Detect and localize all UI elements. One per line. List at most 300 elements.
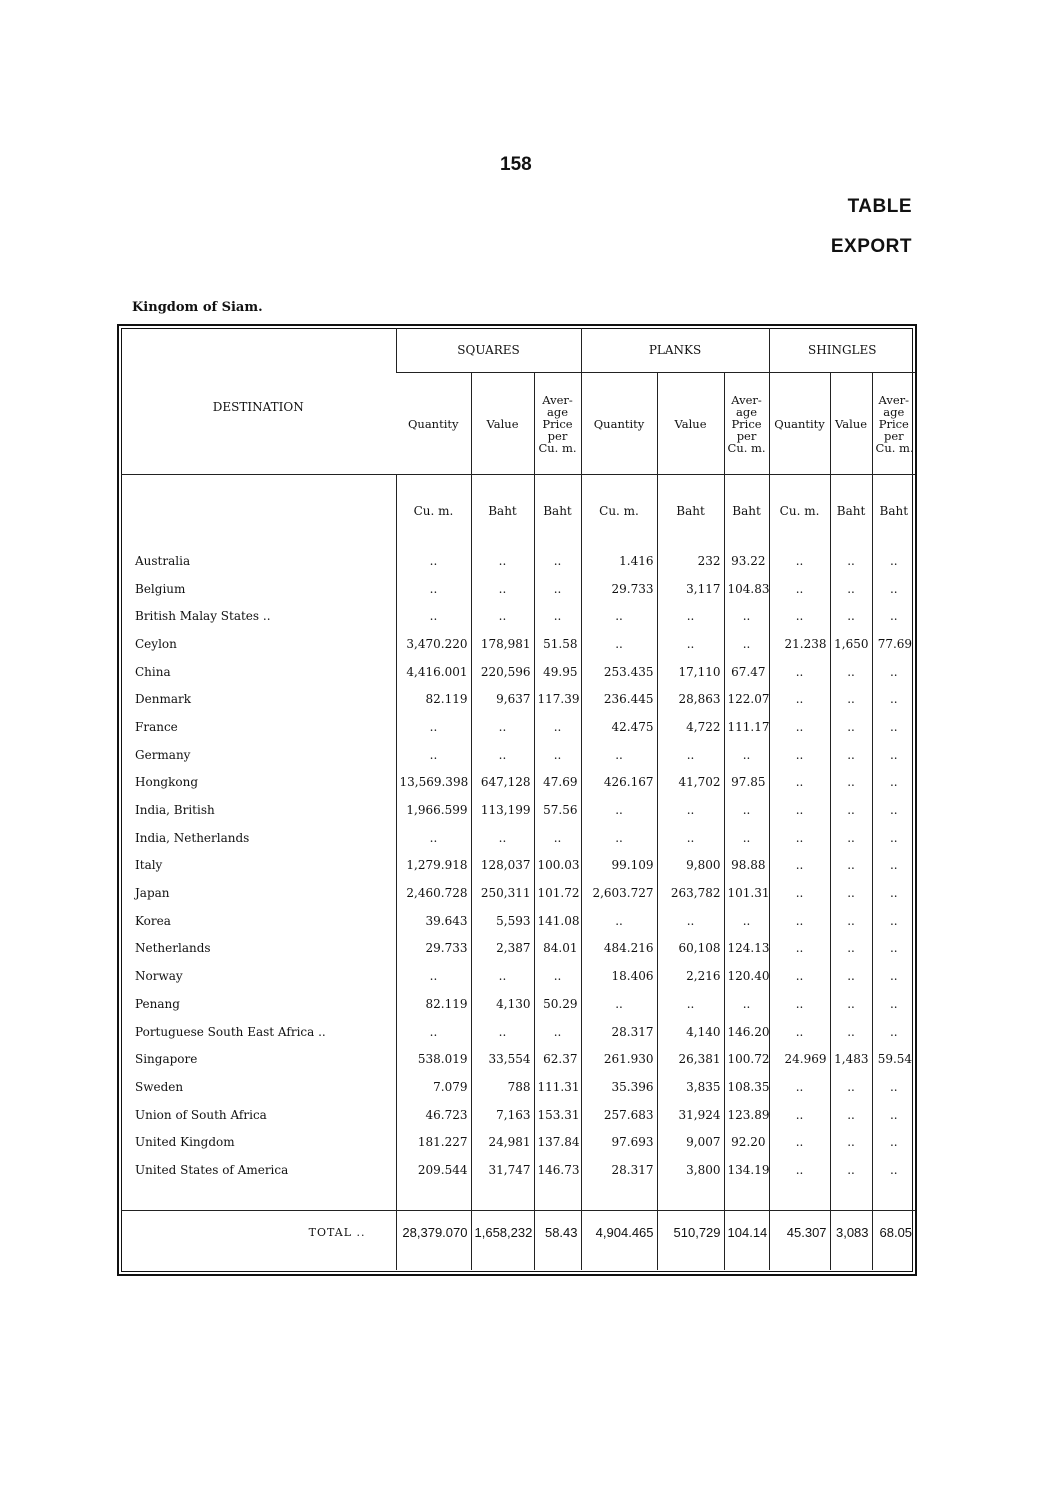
destination-cell <box>121 907 396 935</box>
value-cell: .. <box>534 602 581 630</box>
tail-row <box>121 1255 915 1270</box>
value-cell: 28.317 <box>581 1156 657 1184</box>
value-cell: .. <box>769 602 830 630</box>
destination-cell <box>121 1045 396 1073</box>
destination-cell <box>121 1073 396 1101</box>
value-cell: 5,593 <box>471 907 534 935</box>
value-cell: .. <box>396 575 471 603</box>
table-row <box>121 547 915 575</box>
destination-label: Hongkong <box>135 775 199 790</box>
value-cell: 39.643 <box>396 907 471 935</box>
table-row <box>121 713 915 741</box>
value-cell: .. <box>872 685 915 713</box>
value-cell: .. <box>830 741 872 769</box>
tail-cell <box>471 1255 534 1270</box>
table-body <box>121 475 915 1270</box>
destination-label: Ceylon <box>135 636 177 651</box>
value-cell: 31,747 <box>471 1156 534 1184</box>
value-cell: 484.216 <box>581 935 657 963</box>
total-value: 104.14 <box>724 1210 769 1255</box>
value-cell: 101.72 <box>534 879 581 907</box>
value-cell: 113,199 <box>471 796 534 824</box>
value-cell: 7,163 <box>471 1101 534 1129</box>
value-cell: 24,981 <box>471 1128 534 1156</box>
value-cell: 2,460.728 <box>396 879 471 907</box>
value-cell: 97.85 <box>724 769 769 797</box>
total-value: 58.43 <box>534 1210 581 1255</box>
value-cell: .. <box>830 602 872 630</box>
value-cell: .. <box>471 602 534 630</box>
unit-label: Baht <box>534 475 581 548</box>
value-cell: .. <box>534 713 581 741</box>
value-cell: .. <box>534 575 581 603</box>
value-cell: 29.733 <box>396 935 471 963</box>
value-cell: 538.019 <box>396 1045 471 1073</box>
value-cell: 101.31 <box>724 879 769 907</box>
tail-cell <box>534 1255 581 1270</box>
value-cell: 47.69 <box>534 769 581 797</box>
value-cell: 4,416.001 <box>396 658 471 686</box>
value-cell: 4,130 <box>471 990 534 1018</box>
value-cell: .. <box>830 769 872 797</box>
value-cell: .. <box>396 602 471 630</box>
value-cell: 2,387 <box>471 935 534 963</box>
value-cell: .. <box>724 907 769 935</box>
destination-label: Italy <box>135 858 163 873</box>
value-cell: 49.95 <box>534 658 581 686</box>
unit-label: Baht <box>471 475 534 548</box>
destination-label: Belgium <box>135 581 186 596</box>
destination-label: British Malay States .. <box>135 609 271 624</box>
value-cell: 261.930 <box>581 1045 657 1073</box>
value-cell: .. <box>872 575 915 603</box>
value-cell: 84.01 <box>534 935 581 963</box>
destination-label: Japan <box>135 886 170 901</box>
value-cell: .. <box>872 852 915 880</box>
tail-cell <box>724 1255 769 1270</box>
value-cell: 122.07 <box>724 685 769 713</box>
value-cell: .. <box>581 990 657 1018</box>
value-cell: 100.72 <box>724 1045 769 1073</box>
value-cell: .. <box>471 1018 534 1046</box>
value-cell: 9,007 <box>657 1128 724 1156</box>
value-cell: .. <box>769 1156 830 1184</box>
value-cell: 4,140 <box>657 1018 724 1046</box>
destination-label: Germany <box>135 747 191 762</box>
value-cell: .. <box>581 907 657 935</box>
destination-cell <box>121 796 396 824</box>
value-cell: 788 <box>471 1073 534 1101</box>
value-cell: .. <box>830 824 872 852</box>
value-cell: 29.733 <box>581 575 657 603</box>
value-cell: .. <box>830 685 872 713</box>
value-cell: 33,554 <box>471 1045 534 1073</box>
value-cell: .. <box>872 713 915 741</box>
destination-label: Union of South Africa <box>135 1107 267 1122</box>
destination-cell <box>121 575 396 603</box>
value-cell: .. <box>830 658 872 686</box>
value-cell: 35.396 <box>581 1073 657 1101</box>
destination-cell <box>121 658 396 686</box>
value-cell: 24.969 <box>769 1045 830 1073</box>
unit-label: Cu. m. <box>396 475 471 548</box>
value-cell: .. <box>872 935 915 963</box>
value-cell: 253.435 <box>581 658 657 686</box>
value-cell: .. <box>872 769 915 797</box>
value-cell: 178,981 <box>471 630 534 658</box>
unit-label: Baht <box>872 475 915 548</box>
total-label: TOTAL .. <box>308 1226 366 1240</box>
value-cell: .. <box>830 547 872 575</box>
spacer-cell <box>471 1184 534 1211</box>
value-cell: 100.03 <box>534 852 581 880</box>
value-cell: .. <box>769 769 830 797</box>
value-cell: 124.13 <box>724 935 769 963</box>
value-cell: .. <box>769 935 830 963</box>
table-row <box>121 1045 915 1073</box>
value-cell: .. <box>830 852 872 880</box>
destination-cell <box>121 602 396 630</box>
value-cell: .. <box>872 741 915 769</box>
value-cell: .. <box>657 990 724 1018</box>
value-cell: .. <box>396 713 471 741</box>
total-value: 28,379.070 <box>396 1210 471 1255</box>
destination-cell <box>121 962 396 990</box>
value-cell: 1,966.599 <box>396 796 471 824</box>
unit-label: Baht <box>724 475 769 548</box>
value-cell: .. <box>872 962 915 990</box>
value-cell: 134.19 <box>724 1156 769 1184</box>
value-cell: 93.22 <box>724 547 769 575</box>
export-table <box>121 328 915 1270</box>
value-cell: .. <box>830 713 872 741</box>
value-cell: 9,800 <box>657 852 724 880</box>
value-cell: 17,110 <box>657 658 724 686</box>
value-cell: 62.37 <box>534 1045 581 1073</box>
destination-cell <box>121 852 396 880</box>
value-cell: 257.683 <box>581 1101 657 1129</box>
column-header: Value <box>830 373 872 475</box>
spacer-cell <box>830 1184 872 1211</box>
table-row <box>121 1128 915 1156</box>
spacer-cell <box>769 1184 830 1211</box>
value-cell: .. <box>830 1156 872 1184</box>
value-cell: 31,924 <box>657 1101 724 1129</box>
value-cell: .. <box>534 547 581 575</box>
value-cell: 141.08 <box>534 907 581 935</box>
value-cell: .. <box>872 990 915 1018</box>
destination-cell <box>121 1128 396 1156</box>
value-cell: 209.544 <box>396 1156 471 1184</box>
value-cell: .. <box>830 575 872 603</box>
destination-cell <box>121 713 396 741</box>
destination-label: Singapore <box>135 1052 198 1067</box>
destination-label: India, Netherlands <box>135 830 250 845</box>
destination-cell <box>121 547 396 575</box>
value-cell: 120.40 <box>724 962 769 990</box>
total-value: 510,729 <box>657 1210 724 1255</box>
destination-cell <box>121 1101 396 1129</box>
value-cell: 9,637 <box>471 685 534 713</box>
tail-cell <box>121 1255 396 1270</box>
table-row <box>121 935 915 963</box>
value-cell: 108.35 <box>724 1073 769 1101</box>
value-cell: 250,311 <box>471 879 534 907</box>
value-cell: .. <box>830 1101 872 1129</box>
value-cell: .. <box>769 658 830 686</box>
value-cell: 146.20 <box>724 1018 769 1046</box>
value-cell: .. <box>471 962 534 990</box>
table-row <box>121 1073 915 1101</box>
value-cell: 647,128 <box>471 769 534 797</box>
tail-cell <box>769 1255 830 1270</box>
value-cell: .. <box>769 990 830 1018</box>
table-row <box>121 1101 915 1129</box>
table-row <box>121 741 915 769</box>
value-cell: .. <box>396 962 471 990</box>
table-row <box>121 907 915 935</box>
total-row <box>121 1210 915 1255</box>
spacer-row <box>121 1184 915 1211</box>
value-cell: 51.58 <box>534 630 581 658</box>
value-cell: .. <box>769 741 830 769</box>
value-cell: .. <box>872 1018 915 1046</box>
value-cell: 153.31 <box>534 1101 581 1129</box>
destination-label: United Kingdom <box>135 1135 235 1150</box>
tail-cell <box>830 1255 872 1270</box>
table-row <box>121 796 915 824</box>
value-cell: 82.119 <box>396 685 471 713</box>
value-cell: .. <box>830 935 872 963</box>
total-value: 3,083 <box>830 1210 872 1255</box>
table-row <box>121 852 915 880</box>
destination-label: Denmark <box>135 692 191 707</box>
destination-label: Penang <box>135 996 180 1011</box>
destination-label: United States of America <box>135 1162 289 1177</box>
value-cell: .. <box>471 741 534 769</box>
column-header: Quantity <box>396 373 471 475</box>
value-cell: .. <box>872 796 915 824</box>
destination-cell <box>121 685 396 713</box>
value-cell: 3,835 <box>657 1073 724 1101</box>
value-cell: .. <box>872 879 915 907</box>
value-cell: .. <box>830 990 872 1018</box>
total-value: 4,904.465 <box>581 1210 657 1255</box>
table-subtitle: EXPORT <box>830 236 912 257</box>
value-cell: .. <box>769 685 830 713</box>
tail-cell <box>396 1255 471 1270</box>
value-cell: .. <box>724 630 769 658</box>
value-cell: .. <box>724 796 769 824</box>
destination-cell <box>121 1018 396 1046</box>
value-cell: .. <box>724 824 769 852</box>
group-header-shingles: SHINGLES <box>769 328 915 373</box>
spacer-cell <box>121 1184 396 1211</box>
value-cell: .. <box>872 1101 915 1129</box>
value-cell: .. <box>396 1018 471 1046</box>
value-cell: .. <box>581 630 657 658</box>
value-cell: 50.29 <box>534 990 581 1018</box>
value-cell: .. <box>872 1128 915 1156</box>
value-cell: .. <box>471 575 534 603</box>
value-cell: .. <box>657 602 724 630</box>
value-cell: .. <box>534 741 581 769</box>
value-cell: 57.56 <box>534 796 581 824</box>
value-cell: 28.317 <box>581 1018 657 1046</box>
value-cell: .. <box>769 824 830 852</box>
value-cell: 1,279.918 <box>396 852 471 880</box>
table-row <box>121 1156 915 1184</box>
table-row <box>121 602 915 630</box>
value-cell: 28,863 <box>657 685 724 713</box>
table-row <box>121 824 915 852</box>
spacer-cell <box>657 1184 724 1211</box>
value-cell: 46.723 <box>396 1101 471 1129</box>
value-cell: 3,470.220 <box>396 630 471 658</box>
value-cell: .. <box>830 1073 872 1101</box>
value-cell: .. <box>830 879 872 907</box>
value-cell: .. <box>830 1128 872 1156</box>
destination-label: Korea <box>135 913 171 928</box>
destination-label: France <box>135 719 178 734</box>
value-cell: .. <box>471 713 534 741</box>
value-cell: 26,381 <box>657 1045 724 1073</box>
value-cell: .. <box>769 1073 830 1101</box>
value-cell: 2,603.727 <box>581 879 657 907</box>
value-cell: .. <box>769 879 830 907</box>
table-row <box>121 630 915 658</box>
value-cell: 128,037 <box>471 852 534 880</box>
value-cell: 181.227 <box>396 1128 471 1156</box>
value-cell: .. <box>769 575 830 603</box>
value-cell: 21.238 <box>769 630 830 658</box>
value-cell: 426.167 <box>581 769 657 797</box>
destination-cell <box>121 769 396 797</box>
table-row <box>121 575 915 603</box>
value-cell: .. <box>830 796 872 824</box>
value-cell: 236.445 <box>581 685 657 713</box>
table-row <box>121 1018 915 1046</box>
value-cell: .. <box>872 1156 915 1184</box>
value-cell: .. <box>471 547 534 575</box>
value-cell: .. <box>872 658 915 686</box>
value-cell: 97.693 <box>581 1128 657 1156</box>
unit-label: Baht <box>830 475 872 548</box>
column-header: Quantity <box>581 373 657 475</box>
unit-label: Cu. m. <box>581 475 657 548</box>
spacer-cell <box>724 1184 769 1211</box>
value-cell: 232 <box>657 547 724 575</box>
value-cell: .. <box>830 907 872 935</box>
value-cell: .. <box>724 741 769 769</box>
value-cell: .. <box>872 1073 915 1101</box>
unit-row <box>121 475 915 548</box>
table-row <box>121 879 915 907</box>
total-value: 1,658,232 <box>471 1210 534 1255</box>
destination-label: Australia <box>135 553 191 568</box>
value-cell: .. <box>872 547 915 575</box>
spacer-cell <box>534 1184 581 1211</box>
destination-label: Netherlands <box>135 941 211 956</box>
value-cell: 67.47 <box>724 658 769 686</box>
value-cell: 111.17 <box>724 713 769 741</box>
table-row <box>121 990 915 1018</box>
unit-label: Baht <box>657 475 724 548</box>
destination-label: China <box>135 664 171 679</box>
region-heading: Kingdom of Siam. <box>132 300 263 315</box>
value-cell: .. <box>769 852 830 880</box>
value-cell: 220,596 <box>471 658 534 686</box>
value-cell: .. <box>769 1128 830 1156</box>
value-cell: .. <box>872 602 915 630</box>
unit-label: Cu. m. <box>769 475 830 548</box>
column-header: Aver- age Price per Cu. m. <box>534 373 581 475</box>
value-cell: .. <box>657 824 724 852</box>
value-cell: 117.39 <box>534 685 581 713</box>
destination-cell <box>121 879 396 907</box>
value-cell: 92.20 <box>724 1128 769 1156</box>
tail-cell <box>657 1255 724 1270</box>
value-cell: 1,650 <box>830 630 872 658</box>
value-cell: .. <box>724 990 769 1018</box>
value-cell: 41,702 <box>657 769 724 797</box>
column-header: Value <box>657 373 724 475</box>
value-cell: .. <box>872 907 915 935</box>
value-cell: 111.31 <box>534 1073 581 1101</box>
spacer-cell <box>396 1184 471 1211</box>
table-row <box>121 962 915 990</box>
page-number: 158 <box>500 154 532 175</box>
value-cell: 146.73 <box>534 1156 581 1184</box>
value-cell: .. <box>830 962 872 990</box>
destination-cell <box>121 1156 396 1184</box>
value-cell: .. <box>724 602 769 630</box>
value-cell: .. <box>471 824 534 852</box>
value-cell: .. <box>769 962 830 990</box>
value-cell: 1.416 <box>581 547 657 575</box>
destination-label: Portuguese South East Africa .. <box>135 1024 326 1039</box>
value-cell: 82.119 <box>396 990 471 1018</box>
value-cell: 98.88 <box>724 852 769 880</box>
value-cell: 59.54 <box>872 1045 915 1073</box>
value-cell: 123.89 <box>724 1101 769 1129</box>
value-cell: .. <box>657 741 724 769</box>
value-cell: 18.406 <box>581 962 657 990</box>
destination-cell <box>121 741 396 769</box>
destination-cell <box>121 935 396 963</box>
table-row <box>121 685 915 713</box>
tail-cell <box>872 1255 915 1270</box>
table-row <box>121 769 915 797</box>
value-cell: .. <box>581 824 657 852</box>
value-cell: .. <box>657 907 724 935</box>
value-cell: .. <box>769 907 830 935</box>
value-cell: 42.475 <box>581 713 657 741</box>
value-cell: 137.84 <box>534 1128 581 1156</box>
value-cell: 3,117 <box>657 575 724 603</box>
destination-cell <box>121 824 396 852</box>
column-header: Quantity <box>769 373 830 475</box>
destination-cell <box>121 990 396 1018</box>
value-cell: .. <box>534 962 581 990</box>
tail-cell <box>581 1255 657 1270</box>
value-cell: .. <box>396 547 471 575</box>
value-cell: 2,216 <box>657 962 724 990</box>
total-value: 68.05 <box>872 1210 915 1255</box>
column-header: Value <box>471 373 534 475</box>
value-cell: .. <box>396 824 471 852</box>
value-cell: .. <box>657 796 724 824</box>
